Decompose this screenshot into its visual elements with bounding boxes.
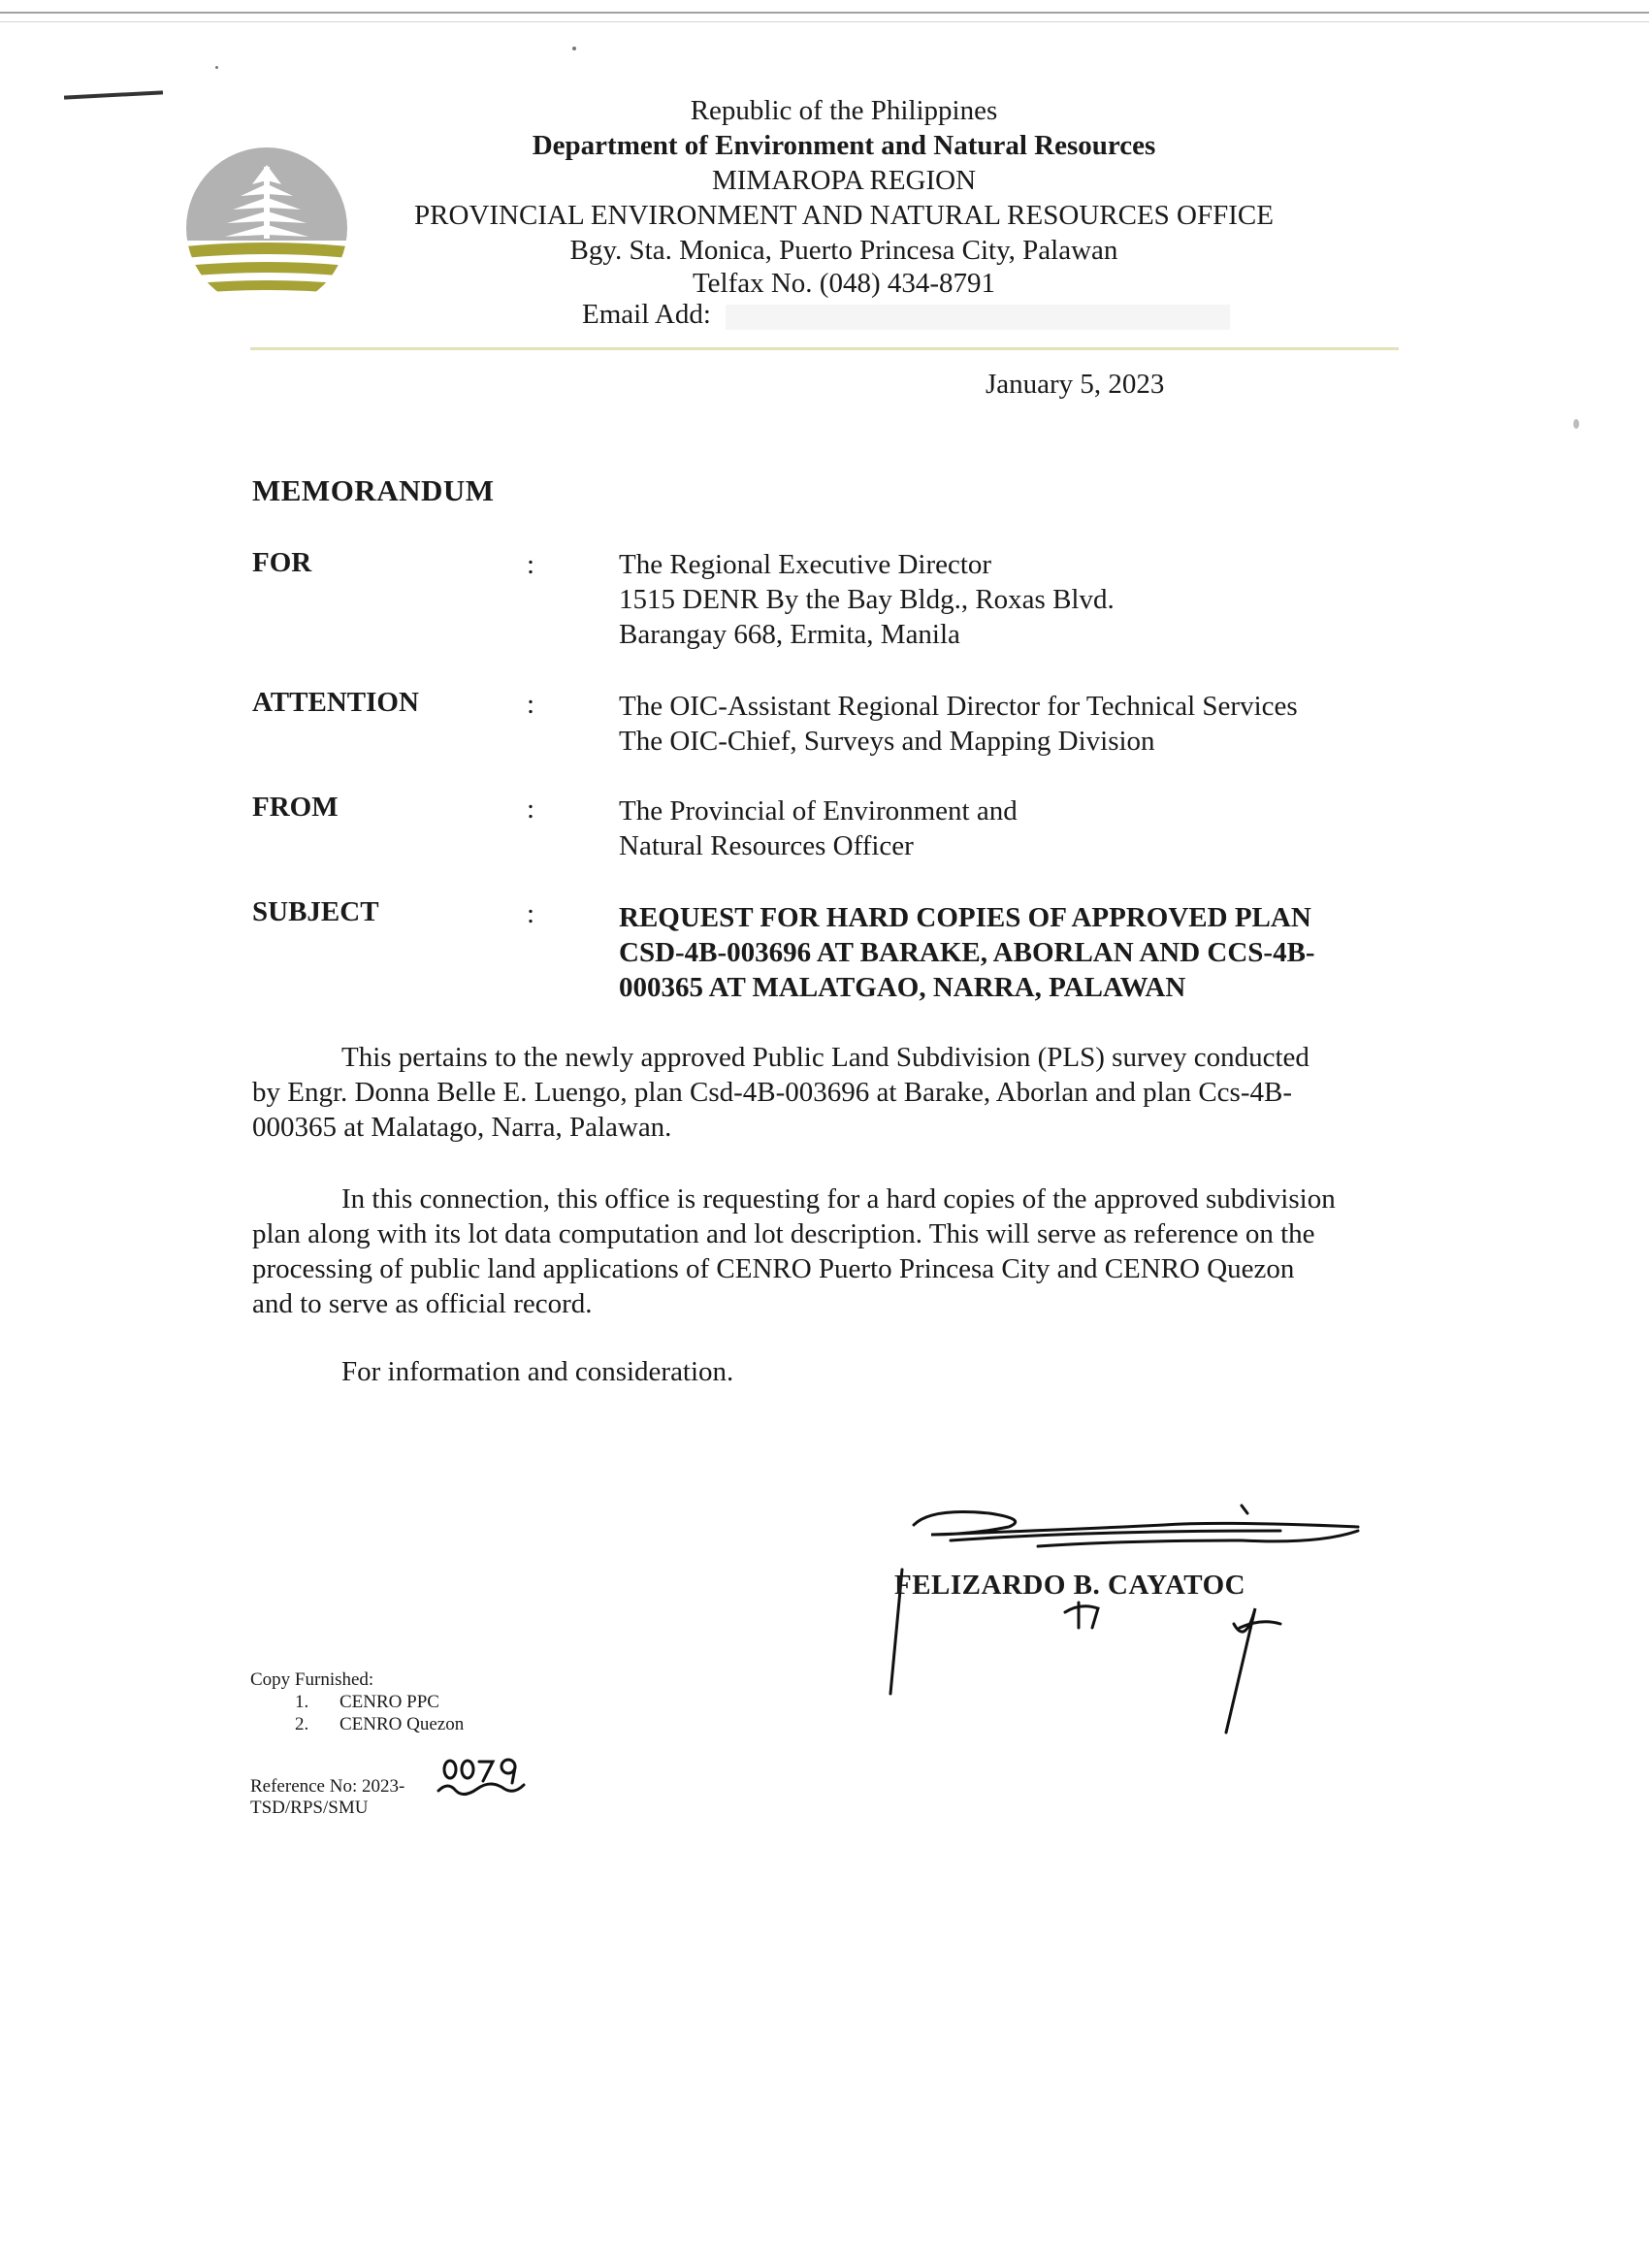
body-line: by Engr. Donna Belle E. Luengo, plan Csd-4B-003696 at Barake, Aborlan and plan Ccs-4B- (252, 1077, 1292, 1108)
letterhead-address: Bgy. Sta. Monica, Puerto Princesa City, Palawan (569, 235, 1118, 266)
subject-line: 000365 AT MALATGAO, NARRA, PALAWAN (619, 972, 1186, 1003)
for-label: FOR (252, 547, 312, 578)
letterhead-department: Department of Environment and Natural Resources (532, 130, 1156, 161)
from-sender (619, 794, 1018, 863)
body-paragraph-1 (252, 1040, 1401, 1145)
from-colon: : (527, 794, 535, 825)
for-colon: : (527, 549, 535, 580)
attention-line: The OIC-Chief, Surveys and Mapping Division (619, 726, 1155, 757)
letterhead-region: MIMAROPA REGION (711, 165, 977, 196)
email-address-faded (726, 305, 1230, 330)
letterhead-divider (250, 347, 1399, 350)
pen-mark (64, 90, 163, 99)
denr-logo-icon (184, 146, 349, 310)
memo-title: MEMORANDUM (252, 473, 495, 507)
subject-colon: : (527, 898, 535, 929)
scan-speck (572, 47, 576, 50)
attention-line: The OIC-Assistant Regional Director for Technical Services (619, 691, 1298, 722)
subject-line: REQUEST FOR HARD COPIES OF APPROVED PLAN (619, 902, 1311, 933)
from-line: The Provincial of Environment and (619, 795, 1018, 826)
copy-furnished-item: CENRO Quezon (340, 1714, 465, 1734)
handwritten-reference-number (435, 1756, 528, 1804)
body-line: 000365 at Malatago, Narra, Palawan. (252, 1112, 672, 1143)
copy-furnished-item: CENRO PPC (340, 1692, 439, 1712)
from-line: Natural Resources Officer (619, 830, 914, 861)
for-line: The Regional Executive Director (619, 549, 992, 580)
body-line: For information and consideration. (341, 1356, 734, 1387)
body-line: and to serve as official record. (252, 1288, 593, 1319)
subject-label: SUBJECT (252, 896, 379, 927)
attention-recipients (619, 689, 1298, 759)
reference-code: TSD/RPS/SMU (250, 1798, 369, 1818)
attention-colon: : (527, 689, 535, 720)
for-line: 1515 DENR By the Bay Bldg., Roxas Blvd. (619, 584, 1115, 615)
letterhead-office: PROVINCIAL ENVIRONMENT AND NATURAL RESOURCES OFFICE (414, 200, 1274, 231)
scan-top-border (0, 12, 1649, 14)
letterhead-telfax: Telfax No. (048) 434-8791 (692, 268, 996, 299)
body-line: In this connection, this office is requesting for a hard copies of the approved subdivision (341, 1183, 1336, 1215)
handwritten-signature (873, 1502, 1377, 1744)
copy-furnished-num: 1. (295, 1692, 309, 1712)
body-line: processing of public land applications of CENRO Puerto Princesa City and CENRO Quezon (252, 1253, 1295, 1284)
body-paragraph-3 (252, 1354, 1401, 1389)
copy-furnished-num: 2. (295, 1714, 309, 1734)
scan-speck (1573, 419, 1579, 429)
scan-speck (215, 66, 218, 69)
body-line: This pertains to the newly approved Public Land Subdivision (PLS) survey conducted (341, 1042, 1310, 1073)
for-line: Barangay 668, Ermita, Manila (619, 619, 960, 650)
signatory-name: FELIZARDO B. CAYATOC (894, 1570, 1246, 1601)
scan-top-border-faint (0, 21, 1649, 22)
subject-text (619, 900, 1403, 1005)
letterhead-email-label: Email Add: (582, 299, 711, 330)
subject-line: CSD-4B-003696 AT BARAKE, ABORLAN AND CCS-4B- (619, 937, 1315, 968)
attention-label: ATTENTION (252, 687, 419, 718)
for-recipient (619, 547, 1115, 652)
body-paragraph-2 (252, 1182, 1401, 1321)
reference-label: Reference No: 2023- (250, 1776, 405, 1797)
from-label: FROM (252, 792, 339, 823)
copy-furnished-label: Copy Furnished: (250, 1669, 374, 1690)
body-line: plan along with its lot data computation and lot description. This will serve as reference on the (252, 1218, 1315, 1249)
memo-date: January 5, 2023 (986, 369, 1165, 400)
letterhead-republic: Republic of the Philippines (690, 95, 998, 126)
